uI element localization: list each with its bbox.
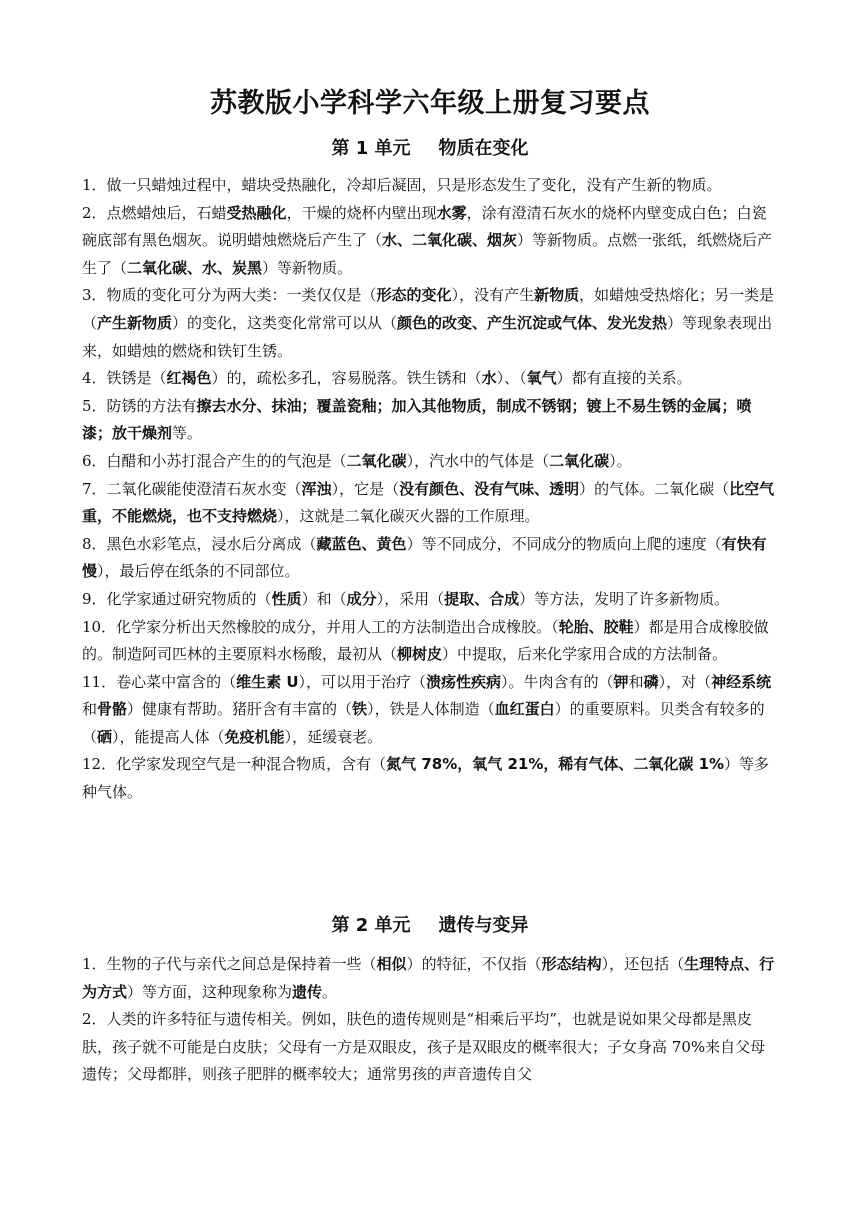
key-term: 溃疡性疾病	[426, 672, 502, 691]
text-segment: ）。	[609, 451, 632, 470]
unit-name: 遗传与变异	[438, 915, 529, 936]
list-item	[82, 200, 780, 283]
text-segment: ），最后停在纸条的不同部位。	[97, 562, 300, 581]
text-segment: ）的，疏松多孔，容易脱落。铁生锈和（	[211, 369, 482, 388]
text-segment: 等。	[172, 424, 203, 443]
key-term: 氮气 78%，氧气 21%，稀有气体、二氧化碳 1%	[386, 755, 725, 774]
key-term: 遗传	[292, 982, 323, 1001]
key-term: 柳树皮	[397, 645, 443, 664]
key-term: 钾	[613, 672, 629, 691]
unit-1-heading	[0, 134, 860, 164]
text-segment: 11．卷心菜中富含的（	[82, 672, 237, 691]
key-term: 轮胎、胶鞋	[558, 617, 634, 636]
text-segment: ）都有直接的关系。	[556, 369, 692, 388]
text-segment: 1．做一只蜡烛过程中，蜡块受热融化，冷却后凝固，只是形态发生了变化，没有产生新的物质。	[82, 176, 722, 194]
key-term: 血红蛋白	[494, 700, 555, 719]
key-term: 提取、合成	[444, 589, 520, 608]
key-term: 性质	[271, 589, 302, 608]
key-term: 藏蓝色、黄色	[316, 534, 407, 553]
text-segment: 1．生物的子代与亲代之间总是保持着一些（	[82, 955, 377, 973]
key-term: 受热融化	[226, 203, 287, 222]
text-segment: ）的特征，不仅指（	[406, 955, 542, 973]
key-term: 擦去水分、抹油；覆盖瓷釉；加入其他物质，制成不锈钢；镀上不易生锈的金属；喷漆；放干燥剂	[82, 396, 752, 443]
text-segment: ）等新物质。	[262, 258, 353, 277]
key-term: 比空气重，不能燃烧，也不支持燃烧	[82, 479, 775, 526]
key-term: 颜色的改变、产生沉淀或气体、发光发热	[397, 313, 668, 332]
text-segment: ）中提取，后来化学家用合成的方法制备。	[442, 645, 728, 664]
text-segment: ），没有产生	[451, 286, 535, 305]
text-segment: 3．物质的变化可分为两大类：一类仅仅是（	[82, 286, 377, 305]
text-segment: 4．铁锈是（	[82, 369, 167, 388]
list-item	[82, 614, 780, 669]
list-item	[82, 282, 780, 365]
text-segment: ），这就是二氧化碳灭火器的工作原理。	[277, 507, 540, 526]
key-term: 水	[481, 369, 497, 388]
key-term: 二氧化碳	[549, 451, 610, 470]
list-item	[82, 172, 780, 200]
key-term: 二氧化碳	[346, 451, 407, 470]
unit-2-heading	[0, 911, 860, 941]
list-item	[82, 669, 780, 752]
text-segment: 5．防锈的方法有	[82, 396, 197, 415]
list-item	[82, 448, 780, 476]
text-segment: ）等多种气体。	[82, 755, 770, 802]
key-term: 没有颜色、没有气味、透明	[399, 479, 580, 498]
text-segment: 8．黑色水彩笔点，浸水后分离成（	[82, 534, 317, 553]
text-segment: ）等方法，发明了许多新物质。	[519, 589, 730, 608]
text-segment: ），它是（	[331, 479, 400, 498]
text-segment: 9．化学家通过研究物质的（	[82, 589, 272, 608]
list-item	[82, 751, 780, 806]
text-segment: 2．人类的许多特征与遗传相关。例如，肤色的遗传规则是“相乘后平均”，也就是说如果父母都是黑皮肤，孩子就不可能是白皮肤；父母有一方是双眼皮，孩子是双眼皮的概率很大；子女身高 70%来自父母遗传；父母都胖，则孩子肥胖的概率较大；通常男孩的声音遗传自父	[82, 1010, 766, 1084]
text-segment: ），还包括（	[601, 955, 685, 973]
list-item	[82, 586, 780, 614]
unit-number: 第 1 单元	[331, 138, 411, 159]
unit-2-items	[82, 951, 780, 1089]
text-segment: ），能提高人体（	[112, 727, 225, 746]
key-term: 形态结构	[541, 955, 602, 973]
text-segment: 6．白醋和小苏打混合产生的的气泡是（	[82, 451, 347, 470]
key-term: 氧气	[526, 369, 557, 388]
list-item	[82, 951, 780, 1006]
text-segment: ）等方面，这种现象称为	[127, 982, 293, 1001]
text-segment: ）。牛肉含有的（	[501, 672, 614, 691]
key-term: 生理特点、行为方式	[82, 955, 775, 1001]
key-term: 免疫机能	[224, 727, 285, 746]
key-term: 维生素 U	[236, 672, 299, 691]
key-term: 水、二氧化碳、烟灰	[382, 231, 518, 250]
text-segment: ）的气体。二氧化碳（	[579, 479, 730, 498]
list-item	[82, 393, 780, 448]
text-segment: 和	[628, 672, 644, 691]
text-segment: ）、（	[496, 369, 527, 388]
key-term: 浑浊	[301, 479, 332, 498]
text-segment: ），铁是人体制造（	[367, 700, 495, 719]
key-term: 成分	[346, 589, 377, 608]
list-item	[82, 531, 780, 586]
text-segment: 2．点燃蜡烛后，石蜡	[82, 203, 227, 222]
list-item	[82, 365, 780, 393]
text-segment: ）等新物质。点燃一张纸，纸燃烧后产生了（	[82, 231, 773, 277]
text-segment: 12．化学家发现空气是一种混合物质，含有（	[82, 755, 387, 774]
text-segment: ），可以用于治疗（	[298, 672, 427, 691]
text-segment: ）等现象表现出来，如蜡烛的燃烧和铁钉生锈。	[82, 313, 773, 360]
unit-1-items	[82, 172, 780, 807]
text-segment: ）和（	[301, 589, 347, 608]
key-term: 新物质	[534, 286, 580, 305]
text-segment: ）等不同成分，不同成分的物质向上爬的速度（	[406, 534, 722, 553]
text-segment: ，干燥的烧杯内壁出现	[286, 203, 437, 222]
key-term: 神经系统	[711, 672, 772, 691]
unit-name: 物质在变化	[438, 138, 529, 159]
text-segment: ），采用（	[376, 589, 445, 608]
list-item	[82, 476, 780, 531]
text-segment: 。	[322, 982, 338, 1001]
key-term: 红褐色	[166, 369, 212, 388]
key-term: 形态的变化	[376, 286, 452, 305]
text-segment: 10．化学家分析出天然橡胶的成分，并用人工的方法制造出合成橡胶。（	[82, 617, 559, 636]
key-term: 水雾	[436, 203, 467, 222]
key-term: 磷	[643, 672, 659, 691]
text-segment: ），汽水中的气体是（	[406, 451, 550, 470]
text-segment: ）健康有帮助。猪肝含有丰富的（	[127, 700, 353, 719]
text-segment: ），对（	[658, 672, 712, 691]
key-term: 硒	[97, 727, 113, 746]
text-segment: 和	[82, 700, 98, 719]
key-term: 相似	[376, 955, 407, 973]
text-segment: ）的变化，这类变化常常可以从（	[172, 313, 398, 332]
text-segment: ），延缓衰老。	[284, 727, 383, 746]
text-segment: ）都是用合成橡胶做的。制造阿司匹林的主要原料水杨酸，最初从（	[82, 617, 769, 664]
unit-number: 第 2 单元	[331, 915, 411, 936]
text-segment: ，如蜡烛受热熔化；另一类是（	[82, 286, 775, 332]
key-term: 二氧化碳、水、炭黑	[127, 258, 263, 277]
key-term: 骨骼	[97, 700, 128, 719]
list-item	[82, 1006, 780, 1089]
text-segment: 7．二氧化碳能使澄清石灰水变（	[82, 479, 302, 498]
key-term: 铁	[352, 700, 368, 719]
text-segment: ，涂有澄清石灰水的烧杯内壁变成白色；白瓷碗底部有黑色烟灰。说明蜡烛燃烧后产生了（	[82, 203, 767, 250]
text-segment: ）的重要原料。贝类含有较多的（	[82, 700, 765, 746]
key-term: 产生新物质	[97, 313, 173, 332]
document-title: 苏教版小学科学六年级上册复习要点	[210, 88, 650, 119]
key-term: 有快有慢	[82, 534, 767, 581]
